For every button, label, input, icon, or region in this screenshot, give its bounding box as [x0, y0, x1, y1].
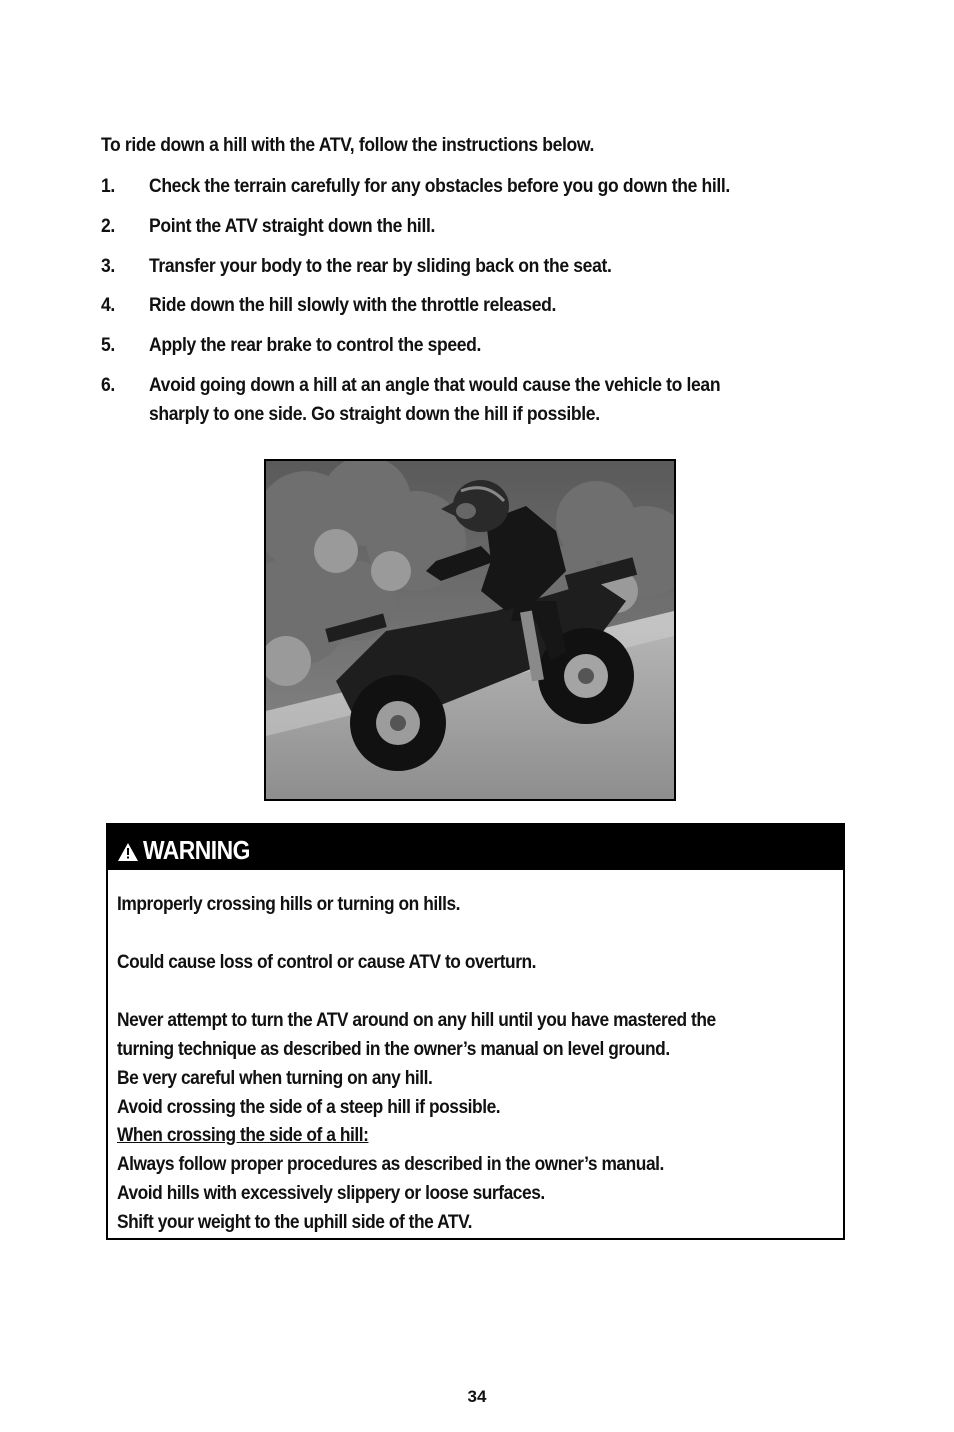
- warning-subheading: When crossing the side of a hill:: [117, 1124, 369, 1146]
- step-number: 6.: [101, 374, 115, 396]
- step-text: sharply to one side. Go straight down the hill if possible.: [149, 403, 600, 425]
- step-text: Ride down the hill slowly with the throttle released.: [149, 294, 557, 316]
- warning-instruction: Avoid hills with excessively slippery or loose surfaces.: [117, 1182, 545, 1204]
- warning-instruction: Avoid crossing the side of a steep hill if possible.: [117, 1096, 501, 1118]
- warning-instruction: Never attempt to turn the ATV around on any hill until you have mastered the: [117, 1009, 716, 1031]
- step-text: Point the ATV straight down the hill.: [149, 215, 436, 237]
- warning-box: [106, 823, 845, 1240]
- step-number: 1.: [101, 175, 115, 197]
- warning-triangle-icon: [118, 843, 138, 861]
- warning-instruction: turning technique as described in the owner’s manual on level ground.: [117, 1038, 670, 1060]
- atv-downhill-photo: [264, 459, 676, 801]
- intro-text: To ride down a hill with the ATV, follow the instructions below.: [101, 134, 595, 156]
- warning-instruction: Shift your weight to the uphill side of the ATV.: [117, 1211, 472, 1233]
- step-number: 5.: [101, 334, 115, 356]
- warning-hazard: Improperly crossing hills or turning on hills.: [117, 893, 461, 915]
- warning-instruction: Be very careful when turning on any hill.: [117, 1067, 433, 1089]
- warning-header: [108, 825, 843, 870]
- step-number: 3.: [101, 255, 115, 277]
- step-text: Avoid going down a hill at an angle that would cause the vehicle to lean: [149, 374, 721, 396]
- warning-title: WARNING: [143, 835, 250, 865]
- step-text: Check the terrain carefully for any obstacles before you go down the hill.: [149, 175, 730, 197]
- step-text: Apply the rear brake to control the speed.: [149, 334, 482, 356]
- step-text: Transfer your body to the rear by sliding back on the seat.: [149, 255, 612, 277]
- warning-instruction: Always follow proper procedures as described in the owner’s manual.: [117, 1153, 664, 1175]
- page-number: 34: [467, 1387, 487, 1406]
- step-number: 4.: [101, 294, 115, 316]
- warning-consequence: Could cause loss of control or cause ATV to overturn.: [117, 951, 537, 973]
- step-number: 2.: [101, 215, 115, 237]
